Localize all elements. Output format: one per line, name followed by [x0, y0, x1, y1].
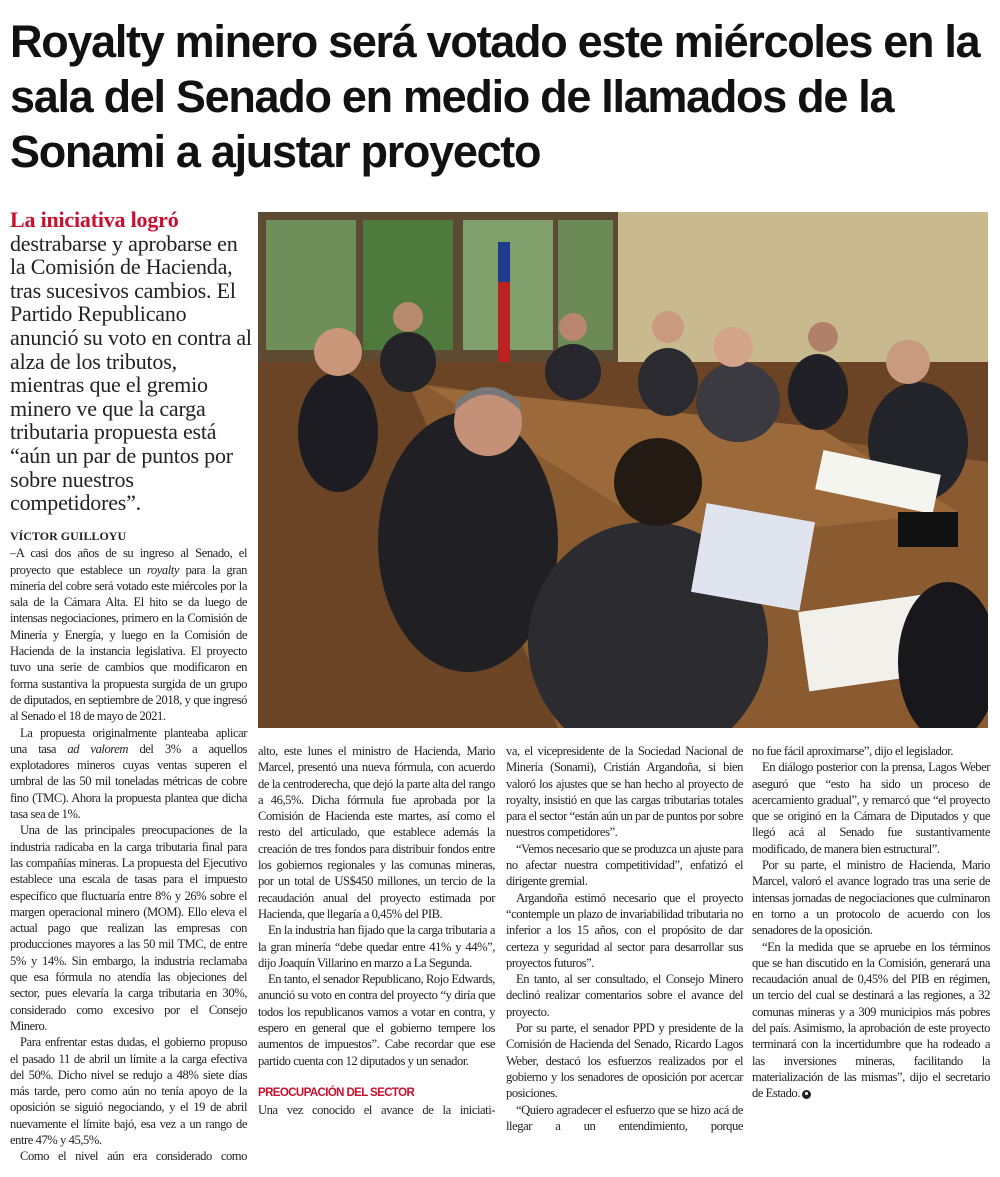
article-column-4: [752, 743, 990, 1102]
body-paragraph: “Quiero agradecer el esfuerzo que se hizo acá de llegar a un entendimiento, porque: [506, 1102, 743, 1133]
italic-term: ad valorem: [67, 741, 129, 756]
body-paragraph: En la industria han fijado que la carga tributaria a la gran minería “debe quedar entre 41% y 44%”, dijo Joaquín Villarino en marzo a La Segunda.: [258, 923, 495, 970]
article-column-1: [10, 528, 247, 1165]
text-span: para la gran minería del cobre será votado este miércoles por la sala de la Cámara Alta. El hito se da luego de intensas negociaciones, primero en la Comisión de Minería y Energía, y luego en la Comisión de Hacienda de la instancia legislativa. El proyecto tuvo una serie de cambios que modificaron en forma sustantiva la propuesta surgida de un grupo de diputados, en septiembre de 2018, y que ingresó al Senado el 18 de mayo de 2021.: [10, 562, 247, 724]
body-paragraph: En diálogo posterior con la prensa, Lagos Weber aseguró que “esto ha sido un proceso de acercamiento gradual”, y remarcó que “el proyecto que se originó en la Cámara de Diputados y que llegó acá al Senado fue sustantivamente modificado, de manera bien estructural”.: [752, 760, 990, 856]
body-paragraph: “Vemos necesario que se produzca un ajuste para no afectar nuestra competitividad”, enfatizó el dirigente gremial.: [506, 841, 743, 889]
text-span: –A casi dos años de su ingreso al Senado, el proyecto que establece un: [10, 546, 247, 577]
photo-illustration: [258, 212, 988, 728]
lead-text: destrabarse y aprobarse en la Comisión de Hacienda, tras sucesivos cambios. El Partido Republicano anunció su voto en contra al alza de los tributos, mientras que el gremio minero ve que la carga tributaria propuesta está “aún un par de puntos por sobre nuestros competidores”.: [10, 230, 252, 516]
senate-commission-photo: [258, 212, 988, 728]
body-paragraph: En tanto, el senador Republicano, Rojo Edwards, anunció su voto en contra del proyecto “y diría que todos los republicanos vamos a votar en contra, y espero en general que el gobierno tempere los aumentos de impuestos”. Cabe recordar que ese partido cuenta con 12 diputados y un senador.: [258, 972, 495, 1068]
article-column-3: [506, 743, 743, 1134]
text-span: “En la medida que se apruebe en los términos que se han discutido en la Comisión, generará una recaudación anual de 0,45% del PIB en régimen, un tercio del cual se destinará a las regiones, a 32 comunas mineras y a 309 municipios más pobres del país. Asimismo, la aprobación de este proyecto terminará con la incertidumbre que ha rodeado a las inversiones mineras, facilitando la materialización de las mismas”, dijo el secretario de Estado.: [752, 939, 990, 1101]
article-column-2: [258, 743, 495, 1119]
lead-paragraph: [10, 208, 252, 515]
lead-highlight: La iniciativa logró: [10, 207, 179, 232]
italic-term: royalty: [146, 562, 179, 577]
body-paragraph: Por su parte, el ministro de Hacienda, Mario Marcel, valoró el avance logrado tras una serie de intensas jornadas de negociaciones que culminaron en torno a un protocolo de acuerdo con los senadores de la oposición.: [752, 858, 990, 938]
body-paragraph: Una vez conocido el avance de la iniciati-: [258, 1103, 495, 1118]
body-paragraph: Como el nivel aún era considerado como: [20, 1149, 247, 1164]
text-span: del 3% a aquellos explotadores mineros cuyas ventas superen el umbral de las 50 mil toneladas métricas de cobre fino (TMC). Ahora la propuesta plantea que dicha tasa sea de 1%.: [10, 741, 247, 822]
body-paragraph: Argandoña estimó necesario que el proyecto “contemple un plazo de invariabilidad tributaria no inferior a los 15 años, con el propósito de dar certeza y seguridad al sector para desarrollar sus proyectos futuros”.: [506, 890, 743, 970]
text-span: La propuesta originalmente planteaba aplicar una tasa: [10, 725, 247, 756]
body-paragraph: Una de las principales preocupaciones de la industria radicaba en la carga tributaria final para las compañías mineras. La propuesta del Ejecutivo establece una escala de tasas para el impuesto específico que fluctuaría entre 8% y 26% sobre el margen operacional minero (MOM). Ello eleva el actual pago que realizan las empresas con producciones mayores a las 50 mil TMC, de entre 5% y 14%. Sin embargo, la industria reclamaba que esa fórmula no atendía las objeciones del sector, pues elevaría la carga tributaria en 30%, considerado como excesivo por el Consejo Minero.: [10, 823, 247, 1033]
body-paragraph: Por su parte, el senador PPD y presidente de la Comisión de Hacienda del Senado, Ricardo Lagos Weber, destacó los esfuerzos realizados por el gobierno y los senadores de oposición por acercar posiciones.: [506, 1021, 743, 1101]
body-paragraph: va, el vicepresidente de la Sociedad Nacional de Minería (Sonami), Cristián Argandoña, si bien valoró los ajustes que se han hecho al proyecto de royalty, insistió en que las cargas tributarias totales para el sector “están aún un par de puntos por sobre nuestros competidores”.: [506, 744, 743, 840]
end-of-article-icon: [802, 1090, 811, 1099]
body-paragraph: [752, 939, 990, 1102]
headline: Royalty minero será votado este miércoles en la sala del Senado en medio de llamados de la Sonami a ajustar proyecto: [10, 16, 980, 177]
byline: VÍCTOR GUILLOYU: [10, 529, 127, 543]
body-paragraph: [10, 725, 247, 823]
body-paragraph: [10, 545, 247, 724]
body-paragraph: En tanto, al ser consultado, el Consejo Minero declinó realizar comentarios sobre el avance del proyecto.: [506, 972, 743, 1019]
body-paragraph: no fue fácil aproximarse”, dijo el legislador.: [752, 744, 954, 758]
section-subhead: PREOCUPACIÓN DEL SECTOR: [258, 1086, 415, 1099]
body-paragraph: alto, este lunes el ministro de Hacienda, Mario Marcel, presentó una nueva fórmula, con acuerdo de la centroderecha, que dejó la parte alta del rango a 46,5%. Dicha fórmula fue aprobada por la Comisión de Hacienda este martes, así como el resto del articulado, que establece además la creación de tres fondos para distribuir fondos entre los gobiernos regionales y las comunas mineras, por un total de US$450 millones, un tercio de la recaudación anual del proyecto estimada por Hacienda, que llegaría a 0,45% del PIB.: [258, 744, 495, 921]
body-paragraph: Para enfrentar estas dudas, el gobierno propuso el pasado 11 de abril un límite a la carga efectiva del 50%. Dicho nivel se redujo a 48% siete días más tarde, pero como aún no tenía apoyo de la oposición se siguió negociando, y el 19 de abril nuevamente el límite bajó, esa vez a un rango de entre 47% y 45,5%.: [10, 1035, 247, 1147]
